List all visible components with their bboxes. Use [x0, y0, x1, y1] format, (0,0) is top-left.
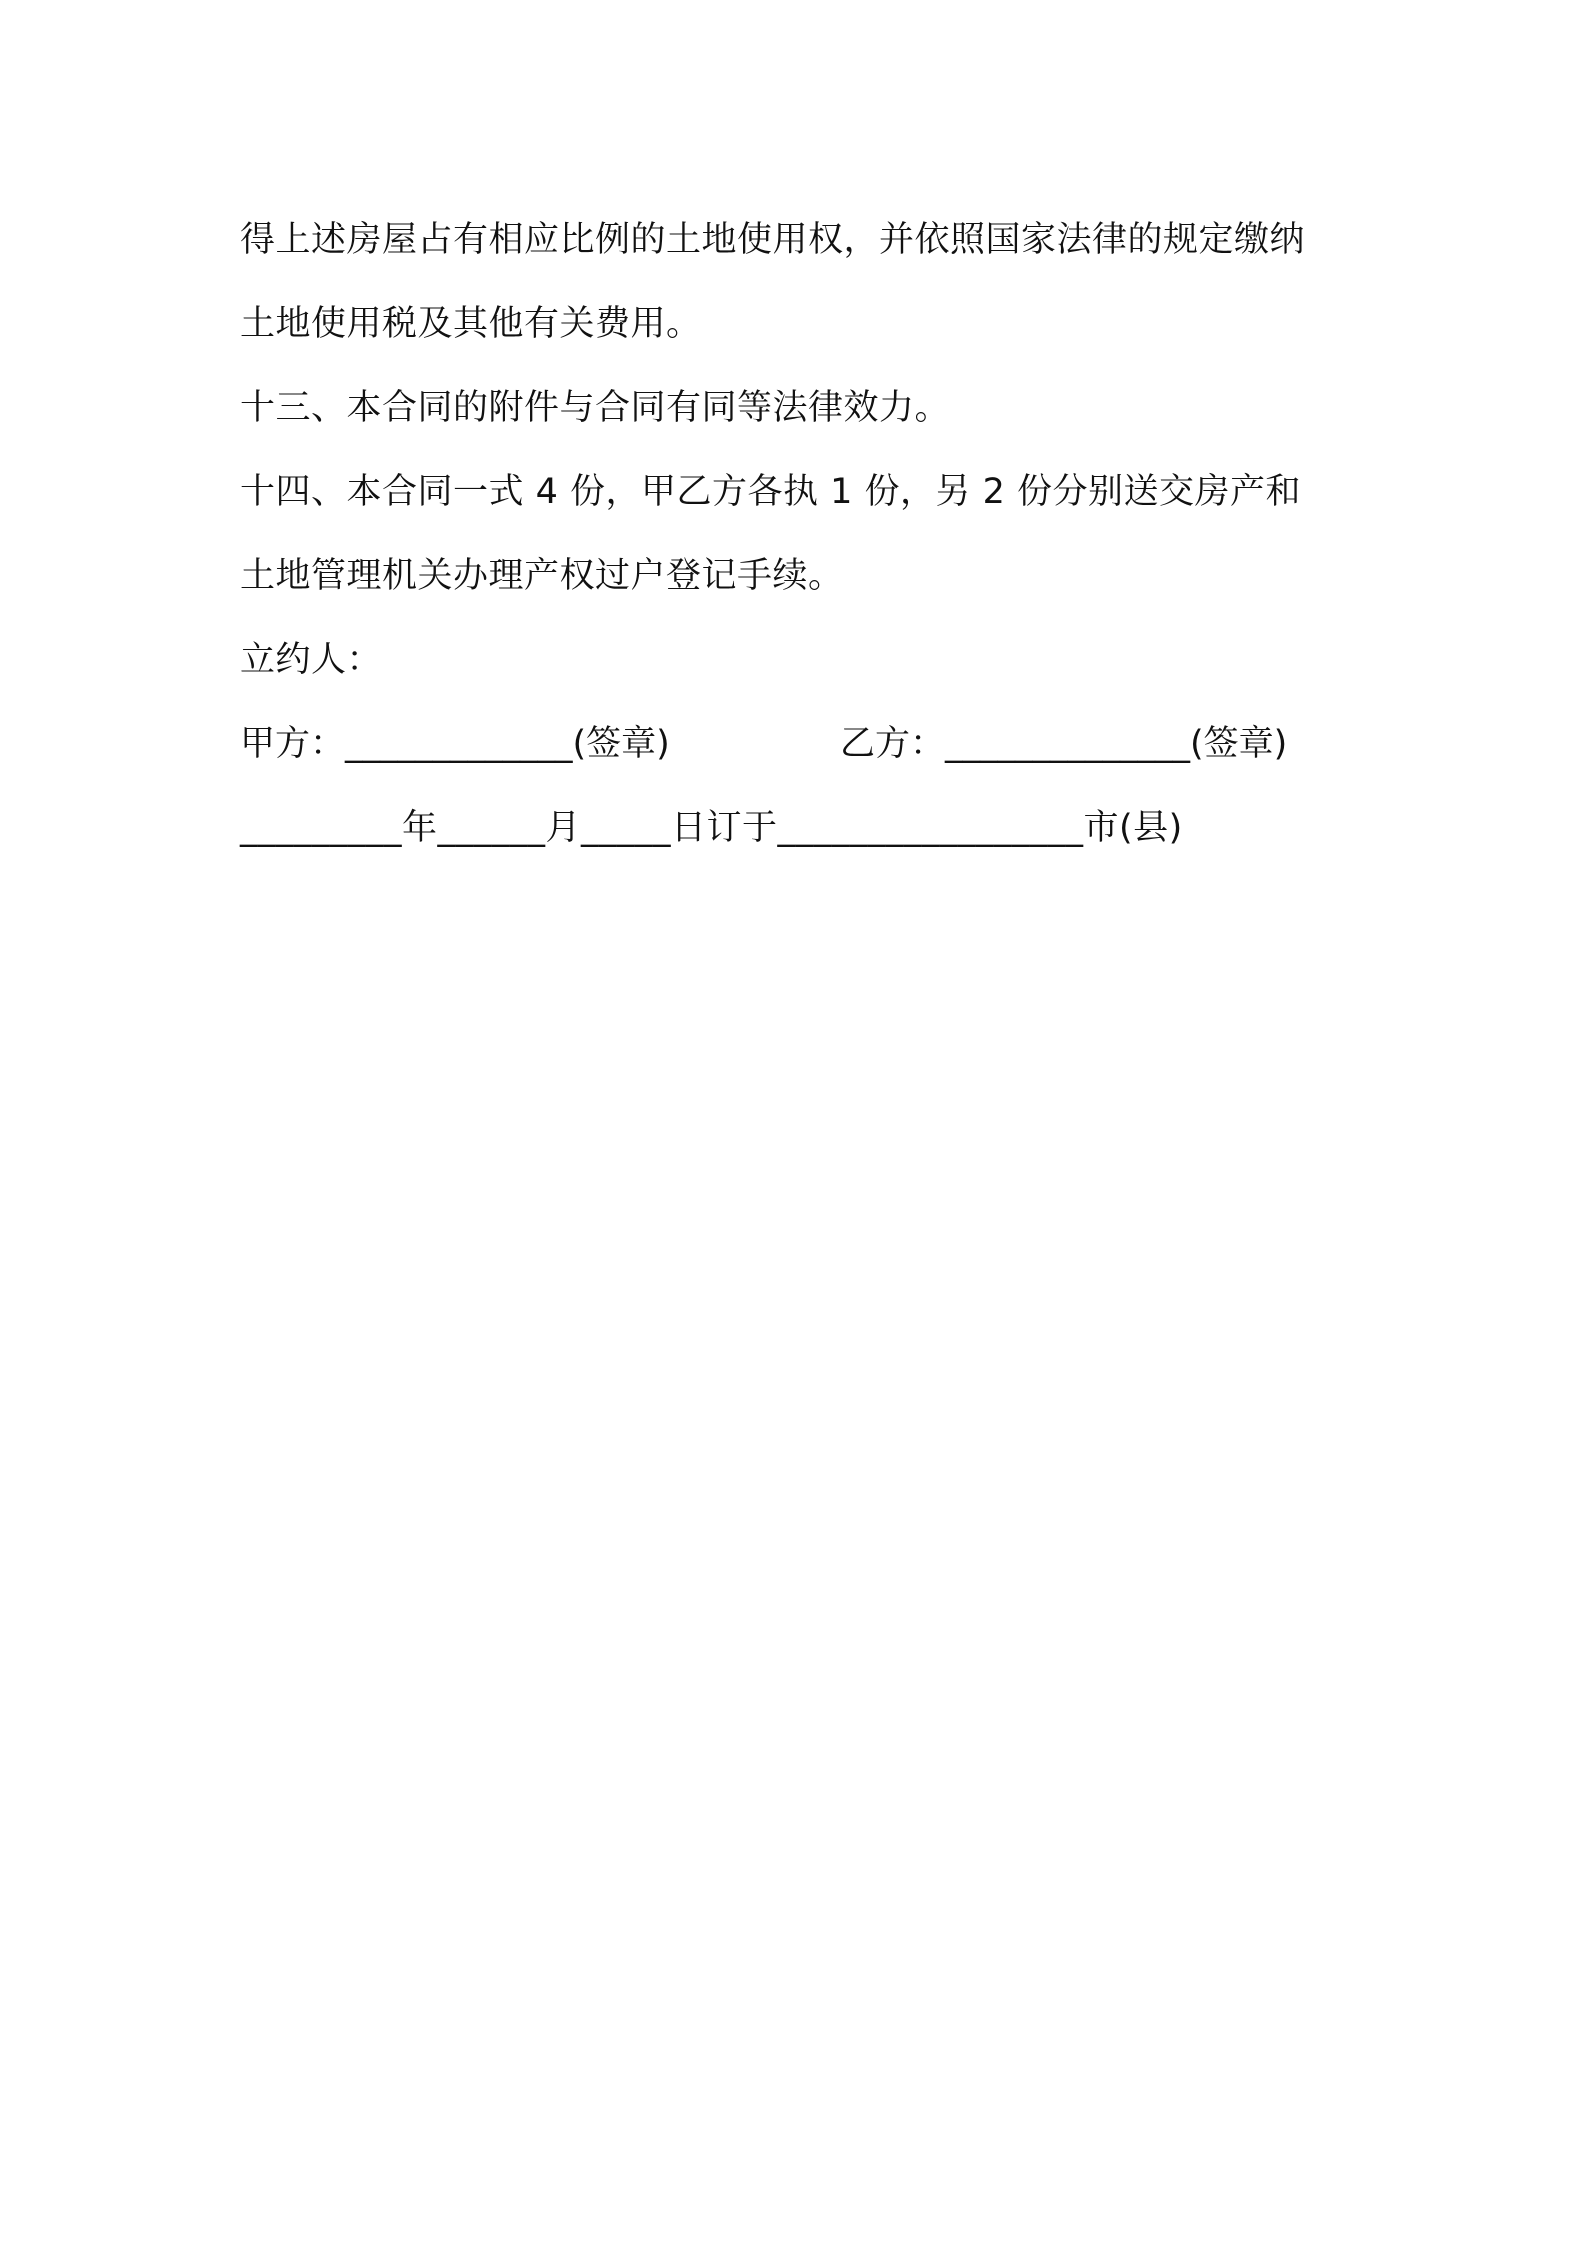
date-location-line: _________年______月_____日订于_________________市(县) [240, 808, 1183, 848]
signatories-label: 立约人： [240, 640, 383, 680]
document-body [240, 198, 1360, 870]
party-a-signature-field: 甲方：_____________(签章) [240, 724, 670, 764]
party-b-signature-field: 乙方：______________(签章) [840, 724, 1288, 764]
paragraph-line: 得上述房屋占有相应比例的土地使用权，并依照国家法律的规定缴纳 [240, 220, 1306, 260]
clause-14: 十四、本合同一式 4 份，甲乙方各执 1 份，另 2 份分别送交房产和 [240, 472, 1302, 512]
paragraph-line: 土地管理机关办理产权过户登记手续。 [240, 556, 844, 596]
signature-row [240, 702, 1360, 786]
clause-13: 十三、本合同的附件与合同有同等法律效力。 [240, 388, 951, 428]
paragraph-line: 土地使用税及其他有关费用。 [240, 304, 702, 344]
